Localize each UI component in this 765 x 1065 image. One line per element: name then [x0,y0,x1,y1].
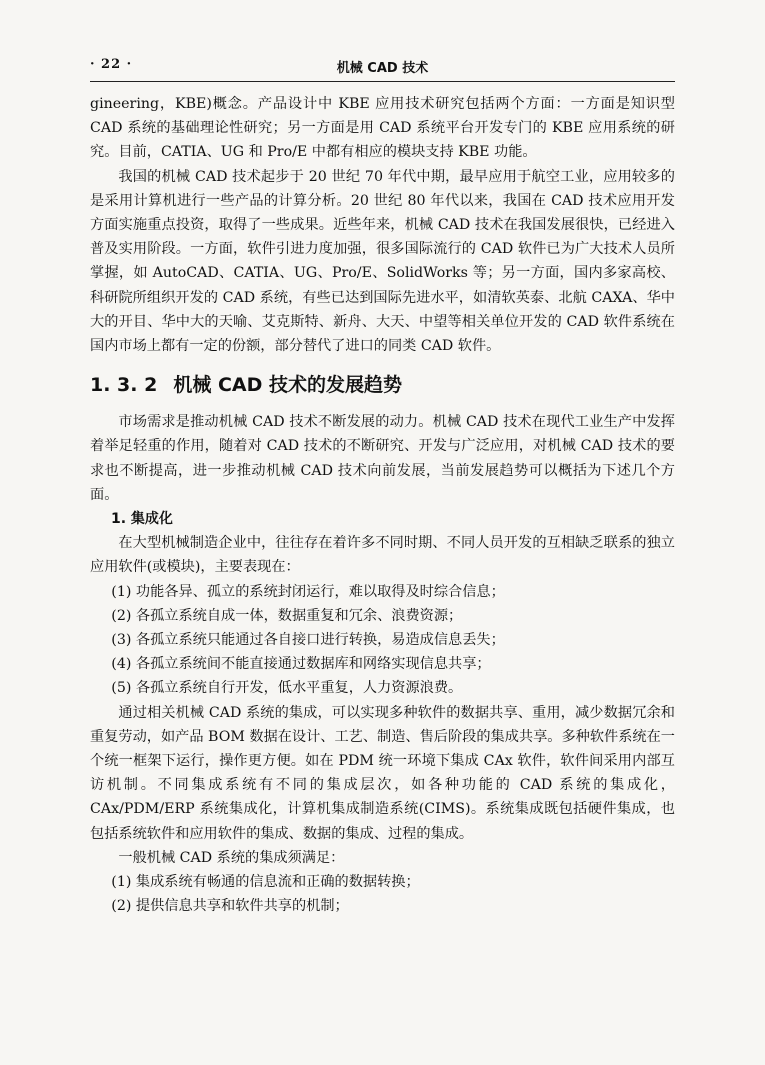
section-number: 1. 3. 2 [90,374,158,397]
page-body [90,92,675,919]
paragraph: gineering，KBE)概念。产品设计中 KBE 应用技术研究包括两个方面：一方面是知识型 CAD 系统的基础理论性研究；另一方面是用 CAD 系统平台开发专门的 KBE 应用系统的研究。目前，CATIA、UG 和 Pro/E 中都有相应的模块支持 KBE 功能。 [90,96,675,161]
subsection-heading: 1. 集成化 [111,511,173,528]
paragraph: 我国的机械 CAD 技术起步于 20 世纪 70 年代中期，最早应用于航空工业，应用较多的是采用计算机进行一些产品的计算分析。20 世纪 80 年代以来，我国在 CAD 技术应用开发方面实施重点投资，取得了一些成果。近些年来，机械 CAD 技术在我国发展很快，已经进入普及实用阶段。一方面，软件引进力度加强，很多国际流行的 CAD 软件已为广大技术人员所掌握，如 AutoCAD、CATIA、UG、Pro/E、SolidWorks 等；另一方面，国内多家高校、科研院所组织开发的 CAD 系统，有些已达到国际先进水平，如清软英泰、北航 CAXA、华中大的开目、华中大的天喻、艾克斯特、新舟、大天、中望等相关单位开发的 CAD 软件系统在国内市场上都有一定的份额，部分替代了进口的同类 CAD 软件。 [90,168,675,355]
section-heading [90,372,675,398]
list-item: (2) 各孤立系统自成一体，数据重复和冗余、浪费资源； [111,607,463,624]
paragraph: 在大型机械制造企业中，往往存在着许多不同时期、不同人员开发的互相缺乏联系的独立应用软件(或模块)，主要表现在： [90,535,675,576]
list-item: (1) 功能各异、孤立的系统封闭运行，难以取得及时综合信息； [111,583,505,600]
running-header [90,55,675,82]
paragraph: 一般机械 CAD 系统的集成须满足： [118,849,345,866]
book-title: 机械 CAD 技术 [336,61,429,76]
section-title: 机械 CAD 技术的发展趋势 [173,374,402,397]
list-item: (4) 各孤立系统间不能直接通过数据库和网络实现信息共享； [111,656,491,673]
list-item: (5) 各孤立系统自行开发，低水平重复，人力资源浪费。 [111,680,463,697]
list-item: (1) 集成系统有畅通的信息流和正确的数据转换； [111,874,420,891]
paragraph: 市场需求是推动机械 CAD 技术不断发展的动力。机械 CAD 技术在现代工业生产中发挥着举足轻重的作用，随着对 CAD 技术的不断研究、开发与广泛应用，对机械 CAD 技术的要求也不断提高，进一步推动机械 CAD 技术向前发展，当前发展趋势可以概括为下述几个方面。 [90,414,675,503]
paragraph: 通过相关机械 CAD 系统的集成，可以实现多种软件的数据共享、重用，减少数据冗余和重复劳动，如产品 BOM 数据在设计、工艺、制造、售后阶段的集成共享。多种软件系统在一个统一框架下运行，操作更方便。如在 PDM 统一环境下集成 CAx 软件，软件间采用内部互访机制。不同集成系统有不同的集成层次，如各种功能的 CAD 系统的集成化，CAx/PDM/ERP 系统集成化，计算机集成制造系统(CIMS)。系统集成既包括硬件集成，也包括系统软件和应用软件的集成、数据的集成、过程的集成。 [90,704,675,842]
list-item: (3) 各孤立系统只能通过各自接口进行转换，易造成信息丢失； [111,632,505,649]
page-number: · 22 · [90,57,133,72]
list-item: (2) 提供信息共享和软件共享的机制； [111,898,349,915]
